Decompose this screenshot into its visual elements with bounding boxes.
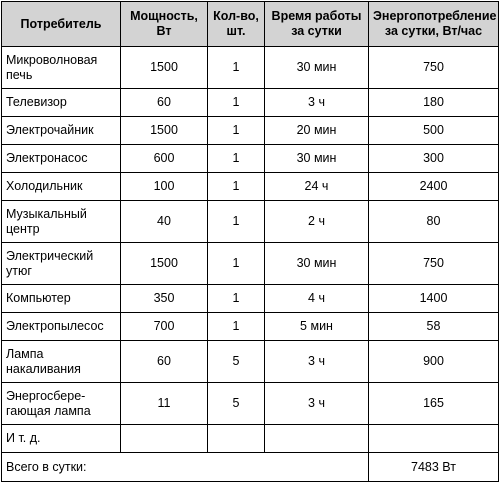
cell-power: 1500: [121, 47, 208, 89]
cell-power: [121, 425, 208, 453]
cell-consumer: Лампа накаливания: [2, 341, 121, 383]
table-row: [2, 425, 499, 453]
cell-power: 350: [121, 285, 208, 313]
header-time: Время работы за сутки: [265, 2, 369, 47]
cell-count: 1: [208, 173, 265, 201]
cell-consumer: Микроволновая печь: [2, 47, 121, 89]
table-row: [2, 173, 499, 201]
cell-count: 1: [208, 201, 265, 243]
cell-power: 600: [121, 145, 208, 173]
cell-energy: [369, 425, 499, 453]
total-row: [2, 453, 499, 482]
cell-consumer: Энергосбере-гающая лампа: [2, 383, 121, 425]
cell-energy: 750: [369, 47, 499, 89]
cell-time: 3 ч: [265, 89, 369, 117]
table-row: [2, 201, 499, 243]
table-row: [2, 341, 499, 383]
cell-time: 5 мин: [265, 313, 369, 341]
cell-count: 1: [208, 89, 265, 117]
cell-power: 60: [121, 341, 208, 383]
cell-count: 5: [208, 383, 265, 425]
header-energy: Энергопотребление за сутки, Вт/час: [369, 2, 499, 47]
cell-power: 1500: [121, 243, 208, 285]
cell-count: [208, 425, 265, 453]
cell-count: 1: [208, 145, 265, 173]
cell-power: 60: [121, 89, 208, 117]
cell-energy: 165: [369, 383, 499, 425]
total-label: Всего в сутки:: [2, 453, 369, 482]
cell-energy: 900: [369, 341, 499, 383]
header-power: Мощность, Вт: [121, 2, 208, 47]
header-consumer: Потребитель: [2, 2, 121, 47]
cell-count: 1: [208, 285, 265, 313]
cell-time: 30 мин: [265, 243, 369, 285]
cell-consumer: Телевизор: [2, 89, 121, 117]
cell-time: 3 ч: [265, 341, 369, 383]
table-row: [2, 117, 499, 145]
cell-energy: 80: [369, 201, 499, 243]
cell-time: 2 ч: [265, 201, 369, 243]
cell-time: [265, 425, 369, 453]
cell-time: 20 мин: [265, 117, 369, 145]
cell-power: 100: [121, 173, 208, 201]
cell-time: 30 мин: [265, 145, 369, 173]
cell-time: 3 ч: [265, 383, 369, 425]
cell-power: 1500: [121, 117, 208, 145]
cell-energy: 500: [369, 117, 499, 145]
table-row: [2, 243, 499, 285]
cell-power: 11: [121, 383, 208, 425]
total-value: 7483 Вт: [369, 453, 499, 482]
table-row: [2, 47, 499, 89]
cell-power: 40: [121, 201, 208, 243]
cell-time: 30 мин: [265, 47, 369, 89]
cell-energy: 2400: [369, 173, 499, 201]
table-row: [2, 383, 499, 425]
cell-energy: 58: [369, 313, 499, 341]
cell-count: 1: [208, 313, 265, 341]
table-row: [2, 313, 499, 341]
cell-energy: 300: [369, 145, 499, 173]
table-row: [2, 145, 499, 173]
cell-time: 4 ч: [265, 285, 369, 313]
cell-time: 24 ч: [265, 173, 369, 201]
cell-consumer: И т. д.: [2, 425, 121, 453]
header-count: Кол-во, шт.: [208, 2, 265, 47]
table-row: [2, 285, 499, 313]
cell-energy: 1400: [369, 285, 499, 313]
table-row: [2, 89, 499, 117]
cell-consumer: Электропылесос: [2, 313, 121, 341]
cell-consumer: Музыкальный центр: [2, 201, 121, 243]
cell-consumer: Электронасос: [2, 145, 121, 173]
header-row: [2, 2, 499, 47]
cell-energy: 180: [369, 89, 499, 117]
cell-count: 1: [208, 243, 265, 285]
cell-consumer: Компьютер: [2, 285, 121, 313]
cell-energy: 750: [369, 243, 499, 285]
cell-consumer: Электрочайник: [2, 117, 121, 145]
cell-count: 1: [208, 47, 265, 89]
energy-consumption-table: [1, 1, 499, 482]
cell-consumer: Холодильник: [2, 173, 121, 201]
cell-count: 1: [208, 117, 265, 145]
cell-consumer: Электрический утюг: [2, 243, 121, 285]
cell-power: 700: [121, 313, 208, 341]
cell-count: 5: [208, 341, 265, 383]
